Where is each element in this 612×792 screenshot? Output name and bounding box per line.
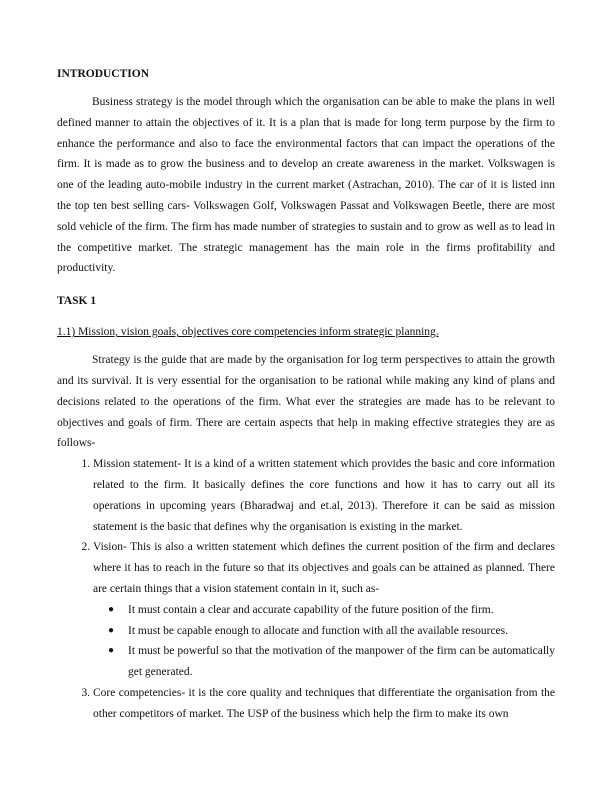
list-item-core-competencies (93, 683, 555, 725)
aspects-list (57, 454, 555, 724)
document-page (57, 66, 555, 725)
introduction-paragraph: Business strategy is the model through which the organisation can be able to make the plans in well defined manner to attain the objectives of it. It is a plan that is made for long term purpose by the firm to enhance the performance and also to face the environmental factors that can impact the operations of the firm. It is made as to grow the business and to develop an create awareness in the market. Volkswagen is one of the leading auto-mobile industry in the current market (Astrachan, 2010). The car of it is listed inn the top ten best selling cars- Volkswagen Golf, Volkswagen Passat and Volkswagen Beetle, there are most sold vehicle of the firm. The firm has made number of strategies to sustain and to grow as well as to lead in the competitive market. The strategic management has the main role in the firms profitability and productivity. (57, 96, 555, 275)
list-item-text: Mission statement- It is a kind of a written statement which provides the basic and core information related to the firm. It basically defines the core functions and how it has to carry out all its operations in upcoming years (Bharadwaj and et.al, 2013). Therefore it can be said as mission statement is the basic that defines why the organisation is existing in the market. (93, 458, 555, 533)
section-subheading: 1.1) Mission, vision goals, objectives core competencies inform strategic planning. (57, 326, 439, 339)
bullet-item (108, 641, 555, 683)
list-item-vision (93, 537, 555, 683)
list-item-mission (93, 454, 555, 537)
vision-bullet-list (93, 600, 555, 683)
introduction-heading: INTRODUCTION (57, 68, 150, 80)
bullet-text: It must be capable enough to allocate and function with all the available resources. (128, 624, 508, 637)
strategy-paragraph: Strategy is the guide that are made by the organisation for log term perspectives to attain the growth and its survival. It is very essential for the organisation to be rational while making any kind of plans and decisions related to the operations of the firm. What ever the strategies are made has to be relevant to objectives and goals of firm. There are certain aspects that help in making effective strategies they are as follows- (57, 354, 555, 450)
bullet-text: It must contain a clear and accurate capability of the future position of the firm. (128, 603, 494, 616)
list-item-text: Vision- This is also a written statement which defines the current position of the firm and declares where it has to reach in the future so that its objectives and goals can be attained as planned. There are certain things that a vision statement contain in it, such as- (93, 541, 555, 595)
bullet-text: It must be powerful so that the motivation of the manpower of the firm can be automatically get generated. (128, 645, 555, 679)
task-heading: TASK 1 (57, 295, 97, 308)
bullet-item (108, 621, 555, 642)
list-item-text: Core competencies- it is the core quality and techniques that differentiate the organisation from the other competitors of market. The USP of the business which help the firm to make its own (93, 686, 555, 720)
bullet-item (108, 600, 555, 621)
bullet-icon: ● (108, 603, 115, 615)
bullet-icon: ● (108, 645, 115, 657)
bullet-icon: ● (108, 624, 115, 636)
